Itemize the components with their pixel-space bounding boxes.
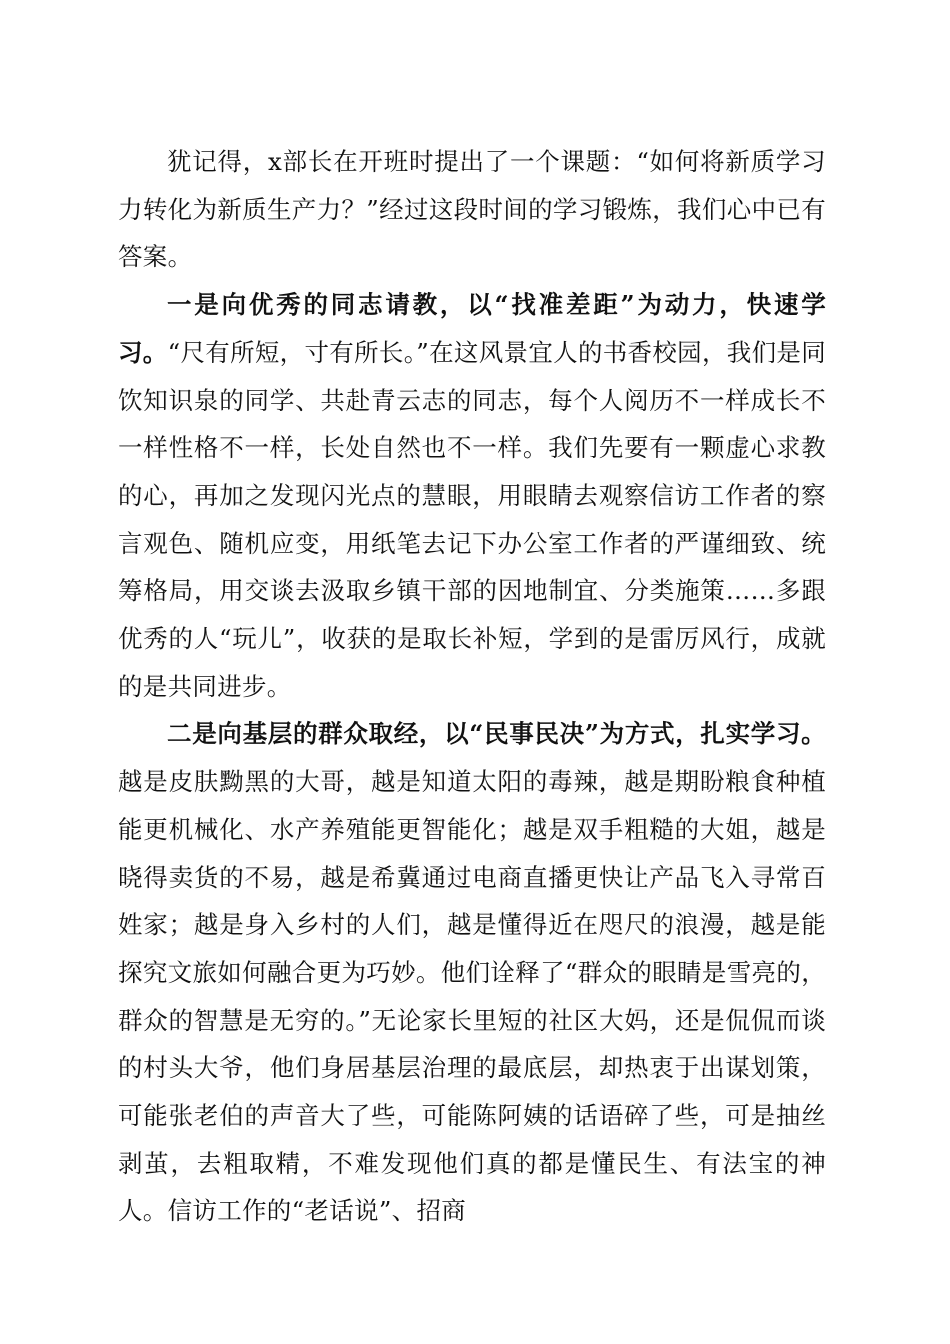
paragraph-intro xyxy=(118,138,826,281)
paragraph-text: 犹记得，x部长在开班时提出了一个课题：“如何将新质学习力转化为新质生产力？”经过这段时间的学习锻炼，我们心中已有答案。 xyxy=(118,147,826,272)
paragraph-point-two xyxy=(118,710,826,1235)
document-body xyxy=(118,138,826,1235)
paragraph-text: “尺有所短，寸有所长。”在这风景宜人的书香校园，我们是同饮知识泉的同学、共赴青云志的同志，每个人阅历不一样成长不一样性格不一样，长处自然也不一样。我们先要有一颗虚心求教的心，再加之发现闪光点的慧眼，用眼睛去观察信访工作者的察言观色、随机应变，用纸笔去记下办公室工作者的严谨细致、统筹格局，用交谈去汲取乡镇干部的因地制宜、分类施策……多跟优秀的人“玩儿”，收获的是取长补短，学到的是雷厉风行，成就的是共同进步。 xyxy=(118,337,826,701)
paragraph-lead: 二是向基层的群众取经，以“民事民决”为方式，扎实学习。 xyxy=(167,719,826,749)
paragraph-point-one xyxy=(118,281,826,710)
paragraph-text: 越是皮肤黝黑的大哥，越是知道太阳的毒辣，越是期盼粮食种植能更机械化、水产养殖能更智能化；越是双手粗糙的大姐，越是晓得卖货的不易，越是希冀通过电商直播更快让产品飞入寻常百姓家；越是身入乡村的人们，越是懂得近在咫尺的浪漫，越是能探究文旅如何融合更为巧妙。他们诠释了“群众的眼睛是雪亮的，群众的智慧是无穷的。”无论家长里短的社区大妈，还是侃侃而谈的村头大爷，他们身居基层治理的最底层，却热衷于出谋划策，可能张老伯的声音大了些，可能陈阿姨的话语碎了些，可是抽丝剥茧，去粗取精，不难发现他们真的都是懂民生、有法宝的神人。信访工作的“老话说”、招商 xyxy=(118,767,826,1226)
paragraph-lead: 一是向优秀的同志请教，以“找准差距”为动力，快速学习。 xyxy=(118,290,826,367)
